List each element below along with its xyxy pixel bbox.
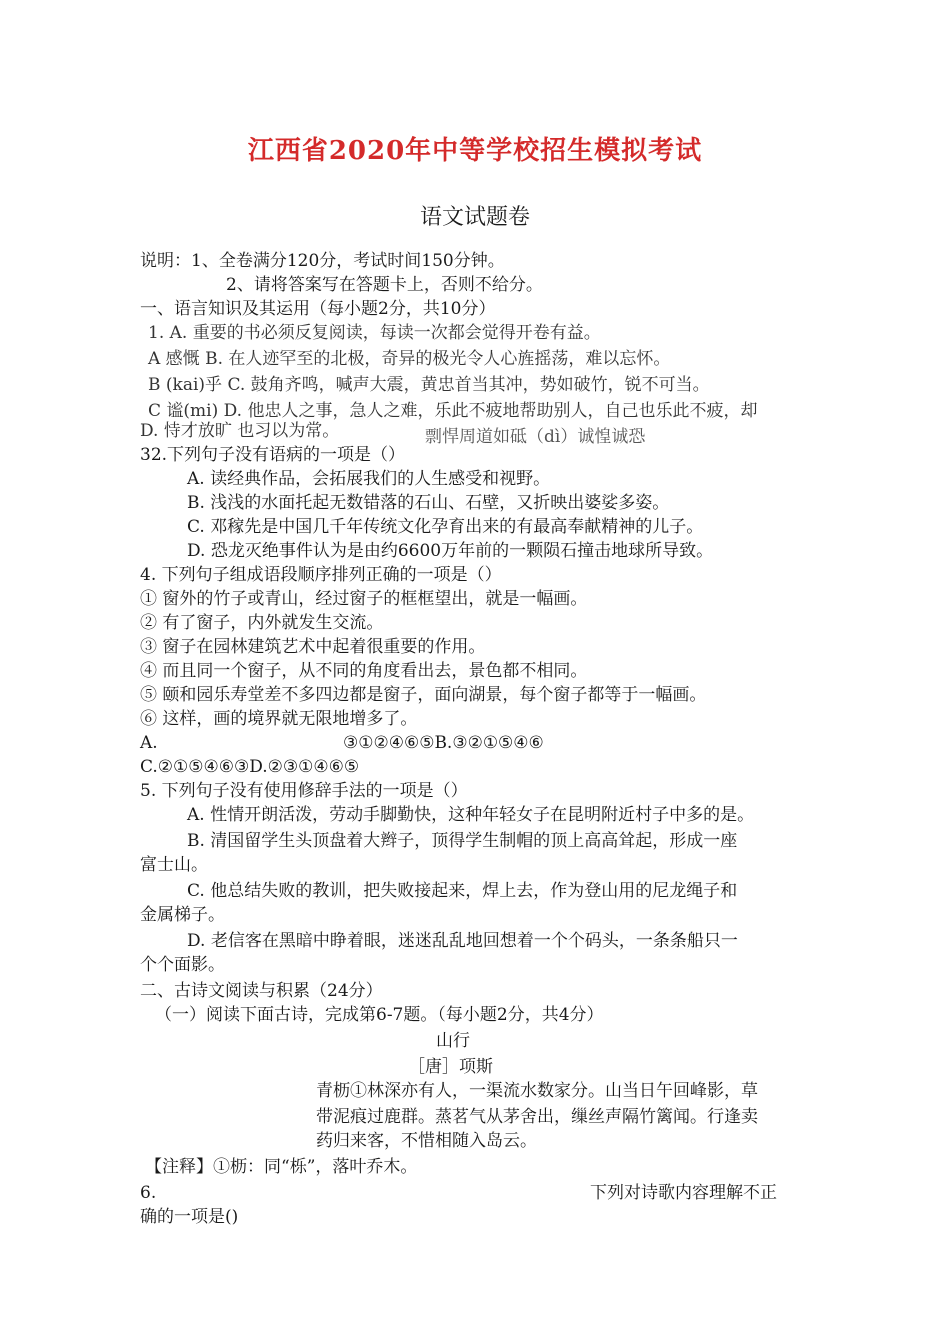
overlap-line-5: D. 恃才放旷 也习以为常。 [140, 421, 340, 441]
section1-heading: 一、语言知识及其运用（每小题2分，共10分） [140, 299, 496, 319]
instruction-line-1: 说明：1、全卷满分120分，考试时间150分钟。 [140, 251, 505, 271]
poem-line-3: 药归来客，不惜相随入岛云。 [316, 1131, 537, 1151]
q6-stem-part2: 确的一项是() [140, 1207, 239, 1227]
q4-options-ab: ③①②④⑥⑤B.③②①⑤④⑥ [343, 733, 544, 753]
instruction-line-2: 2、请将答案写在答题卡上，否则不给分。 [226, 275, 543, 295]
poem-line-1: 青枥①林深亦有人，一渠流水数家分。山当日午回峰影，草 [316, 1081, 758, 1101]
overlap-line-3: B (kai)乎 C. 鼓角齐鸣，喊声大震，黄忠首当其冲，势如破竹，锐不可当。 [148, 375, 710, 395]
q3-option-b: B. 浅浅的水面托起无数错落的石山、石壁，又折映出婆娑多姿。 [187, 493, 670, 513]
q4-sentence-1: ① 窗外的竹子或青山，经过窗子的框框望出，就是一幅画。 [140, 589, 588, 609]
overlap-line-4: C 谧(mi) D. 他忠人之事，急人之难，乐此不疲地帮助别人，自己也乐此不疲，却 [148, 401, 758, 421]
q5-option-b-line2: 富士山。 [140, 855, 208, 875]
q5-option-c-line1: C. 他总结失败的教训，把失败接起来，焊上去，作为登山用的尼龙绳子和 [187, 881, 738, 901]
q3-option-d: D. 恐龙灭绝事件认为是由约6600万年前的一颗陨石撞击地球所导致。 [187, 541, 714, 561]
q5-stem: 5. 下列句子没有使用修辞手法的一项是（） [140, 781, 468, 801]
q4-stem: 4. 下列句子组成语段顺序排列正确的一项是（） [140, 565, 502, 585]
poem-note: 【注释】①枥：同“栎”，落叶乔木。 [145, 1157, 418, 1177]
q5-option-b-line1: B. 清国留学生头顶盘着大辫子，顶得学生制帽的顶上高高耸起，形成一座 [187, 831, 738, 851]
q6-stem-part1: 下列对诗歌内容理解不正 [590, 1183, 777, 1203]
q3-option-c: C. 邓稼先是中国几千年传统文化孕育出来的有最高奉献精神的儿子。 [187, 517, 704, 537]
q5-option-c-line2: 金属梯子。 [140, 905, 225, 925]
poem-line-2: 带泥痕过鹿群。蒸茗气从茅舍出，缫丝声隔竹篱闻。行逢卖 [316, 1107, 758, 1127]
q3-option-a: A. 读经典作品，会拓展我们的人生感受和视野。 [187, 469, 551, 489]
q4-sentence-4: ④ 而且同一个窗子，从不同的角度看出去，景色都不相同。 [140, 661, 588, 681]
q5-option-a: A. 性情开朗活泼，劳动手脚勤快，这种年轻女子在昆明附近村子中多的是。 [187, 805, 755, 825]
q4-sentence-5: ⑤ 颐和园乐寿堂差不多四边都是窗子，面向湖景，每个窗子都等于一幅画。 [140, 685, 707, 705]
overlap-line-6: 剽悍周道如砥（dì）诚惶诚恐 [425, 427, 646, 447]
q4-sentence-3: ③ 窗子在园林建筑艺术中起着很重要的作用。 [140, 637, 486, 657]
q4-sentence-2: ② 有了窗子，内外就发生交流。 [140, 613, 384, 633]
q5-option-d-line1: D. 老信客在黑暗中睁着眼，迷迷乱乱地回想着一个个码头，一条条船只一 [187, 931, 738, 951]
overlap-line-2: A 感慨 B. 在人迹罕至的北极，奇异的极光令人心旌摇荡，难以忘怀。 [148, 349, 671, 369]
q4-options-cd: C.②①⑤④⑥③D.②③①④⑥⑤ [140, 757, 360, 777]
paper-subtitle: 语文试题卷 [419, 205, 530, 230]
q4-option-a-label: A. [140, 733, 158, 753]
q5-option-d-line2: 个个面影。 [140, 955, 225, 975]
q3-stem: 32.下列句子没有语病的一项是（） [140, 445, 406, 465]
section2-heading: 二、古诗文阅读与积累（24分） [140, 981, 383, 1001]
poem-author: ［唐］项斯 [408, 1057, 493, 1077]
exam-title: 江西省2020年中等学校招生模拟考试 [247, 136, 703, 166]
q6-number: 6. [140, 1183, 157, 1203]
overlap-line-1: 1. A. 重要的书必须反复阅读，每读一次都会觉得开卷有益。 [148, 323, 601, 343]
q4-sentence-6: ⑥ 这样，画的境界就无限地增多了。 [140, 709, 418, 729]
poem-title: 山行 [436, 1031, 470, 1051]
section2-part1: （一）阅读下面古诗，完成第6-7题。（每小题2分，共4分） [155, 1005, 604, 1025]
